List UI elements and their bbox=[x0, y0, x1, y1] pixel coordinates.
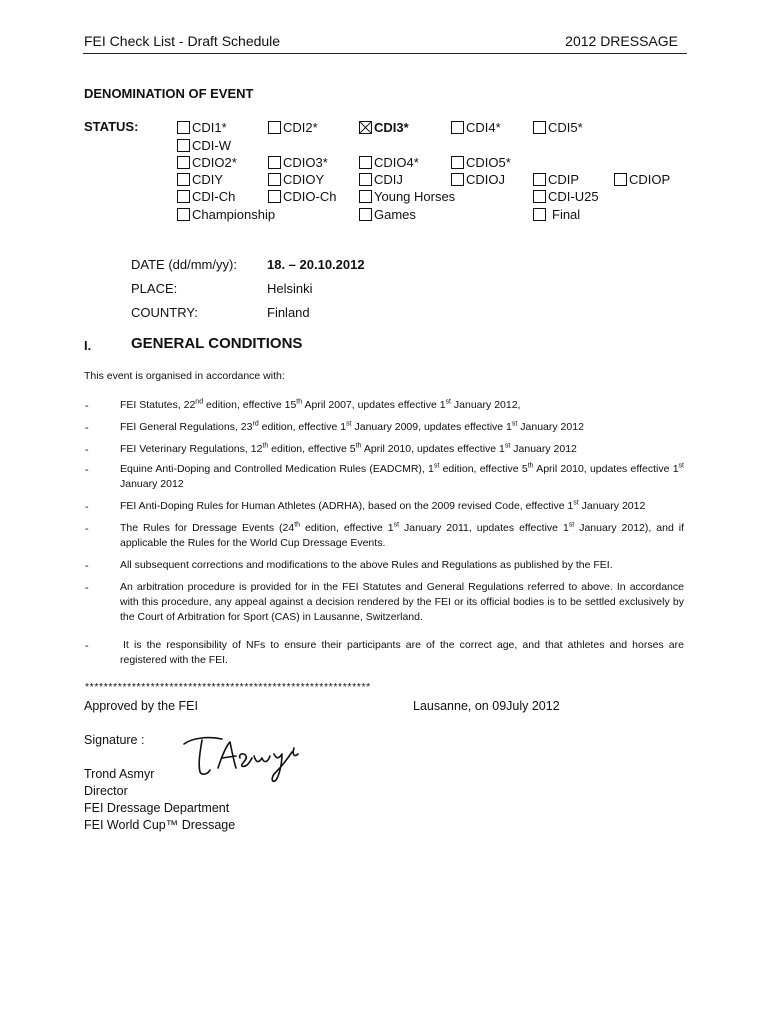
checkbox-cdich[interactable]: CDI-Ch bbox=[177, 188, 235, 204]
doc-header-year: 2012 DRESSAGE bbox=[565, 33, 678, 49]
country-value: Finland bbox=[267, 305, 310, 320]
asterisk-separator: ************************************************************* bbox=[85, 681, 371, 693]
checkbox-box[interactable] bbox=[268, 173, 281, 186]
checkbox-cdij[interactable]: CDIJ bbox=[359, 171, 403, 187]
checkbox-cdio5[interactable]: CDIO5* bbox=[451, 154, 511, 170]
checkbox-box[interactable] bbox=[614, 173, 627, 186]
checkbox-box[interactable] bbox=[177, 208, 190, 221]
checkbox-cdiw[interactable]: CDI-W bbox=[177, 137, 231, 153]
signatory-department: FEI Dressage Department bbox=[84, 801, 230, 815]
signature-label: Signature : bbox=[84, 733, 145, 747]
checkbox-box[interactable] bbox=[359, 208, 372, 221]
checkbox-box[interactable] bbox=[533, 173, 546, 186]
checkbox-box[interactable] bbox=[177, 190, 190, 203]
list-item: FEI Anti-Doping Rules for Human Athletes (ADRHA), based on the 2009 revised Code, effective 1st January 2012 bbox=[120, 499, 646, 512]
checkbox-cdiop[interactable]: CDIOP bbox=[614, 171, 670, 187]
checkbox-box[interactable] bbox=[359, 173, 372, 186]
checkbox-box[interactable] bbox=[177, 156, 190, 169]
section-number: I. bbox=[84, 338, 92, 353]
checkbox-cdiy[interactable]: CDIY bbox=[177, 171, 223, 187]
bullet-dash: - bbox=[85, 560, 89, 572]
bullet-dash: - bbox=[85, 582, 89, 594]
checkbox-games[interactable]: Games bbox=[359, 206, 416, 222]
list-item: All subsequent corrections and modifications to the above Rules and Regulations as published by the FEI. bbox=[120, 559, 613, 571]
checkbox-young-horses[interactable]: Young Horses bbox=[359, 188, 455, 204]
checkbox-cdioj[interactable]: CDIOJ bbox=[451, 171, 505, 187]
checkbox-box[interactable] bbox=[268, 156, 281, 169]
checkbox-cdi4[interactable]: CDI4* bbox=[451, 119, 501, 135]
intro-text: This event is organised in accordance with: bbox=[84, 370, 285, 382]
approved-by: Approved by the FEI bbox=[84, 699, 198, 713]
bullet-dash: - bbox=[85, 523, 89, 535]
checkbox-cdio3[interactable]: CDIO3* bbox=[268, 154, 328, 170]
checkbox-cdiu25[interactable]: CDI-U25 bbox=[533, 188, 599, 204]
header-rule bbox=[83, 53, 687, 54]
list-item: FEI Veterinary Regulations, 12th edition, effective 5th April 2010, updates effective 1st January 2012 bbox=[120, 442, 577, 455]
doc-header-title: FEI Check List - Draft Schedule bbox=[84, 33, 281, 49]
checkbox-cdi3[interactable]: CDI3* bbox=[359, 119, 409, 135]
checkbox-box[interactable] bbox=[268, 190, 281, 203]
bullet-dash: - bbox=[85, 400, 89, 412]
checkbox-box[interactable] bbox=[533, 121, 546, 134]
section-title: GENERAL CONDITIONS bbox=[131, 335, 303, 352]
signatory-name: Trond Asmyr bbox=[84, 767, 155, 781]
country-label: COUNTRY: bbox=[131, 305, 198, 320]
list-item: Equine Anti-Doping and Controlled Medication Rules (EADCMR), 1st edition, effective 5th April 2010, updates effective 1st January 2012 bbox=[120, 462, 684, 490]
checkbox-cdioy[interactable]: CDIOY bbox=[268, 171, 324, 187]
list-item: FEI Statutes, 22nd edition, effective 15th April 2007, updates effective 1st January 2012, bbox=[120, 398, 521, 411]
checked-box-icon[interactable] bbox=[359, 121, 372, 134]
checkbox-box[interactable] bbox=[533, 208, 546, 221]
approval-place-date: Lausanne, on 09July 2012 bbox=[413, 699, 560, 713]
checkbox-cdip[interactable]: CDIP bbox=[533, 171, 579, 187]
checkbox-box[interactable] bbox=[359, 156, 372, 169]
checkbox-box[interactable] bbox=[533, 190, 546, 203]
place-value: Helsinki bbox=[267, 281, 313, 296]
bullet-dash: - bbox=[85, 464, 89, 476]
date-label: DATE (dd/mm/yy): bbox=[131, 257, 237, 272]
checkbox-box[interactable] bbox=[177, 121, 190, 134]
list-item: FEI General Regulations, 23rd edition, effective 1st January 2009, updates effective 1st January 2012 bbox=[120, 420, 584, 433]
checkbox-cdio4[interactable]: CDIO4* bbox=[359, 154, 419, 170]
checkbox-box[interactable] bbox=[451, 156, 464, 169]
signature-image bbox=[178, 728, 308, 788]
checkbox-cdio2[interactable]: CDIO2* bbox=[177, 154, 237, 170]
checkbox-cdi5[interactable]: CDI5* bbox=[533, 119, 583, 135]
checkbox-box[interactable] bbox=[359, 190, 372, 203]
checkbox-cdioch[interactable]: CDIO-Ch bbox=[268, 188, 336, 204]
list-item: An arbitration procedure is provided for in the FEI Statutes and General Regulations referred to above. In accordance with this procedure, any appeal against a decision rendered by the FEI or its official bodies is to be settled exclusively by the Court of Arbitration for Sport (CAS) in Lausanne, Switzerland. bbox=[120, 581, 684, 623]
checkbox-final[interactable]: Final bbox=[533, 206, 580, 222]
checkbox-cdi1[interactable]: CDI1* bbox=[177, 119, 227, 135]
signatory-title: Director bbox=[84, 784, 128, 798]
bullet-dash: - bbox=[85, 501, 89, 513]
checkbox-box[interactable] bbox=[451, 121, 464, 134]
signatory-world-cup: FEI World Cup™ Dressage bbox=[84, 818, 236, 832]
date-value: 18. – 20.10.2012 bbox=[267, 257, 365, 272]
checkbox-box[interactable] bbox=[451, 173, 464, 186]
checkbox-box[interactable] bbox=[177, 139, 190, 152]
list-item: It is the responsibility of NFs to ensure their participants are of the correct age, and that athletes and horses are registered with the FEI. bbox=[120, 639, 684, 666]
checkbox-cdi2[interactable]: CDI2* bbox=[268, 119, 318, 135]
bullet-dash: - bbox=[85, 422, 89, 434]
bullet-dash: - bbox=[85, 444, 89, 456]
checkbox-championship[interactable]: Championship bbox=[177, 206, 275, 222]
checkbox-box[interactable] bbox=[177, 173, 190, 186]
checkbox-box[interactable] bbox=[268, 121, 281, 134]
place-label: PLACE: bbox=[131, 281, 178, 296]
list-item: The Rules for Dressage Events (24th edition, effective 1st January 2011, updates effective 1st January 2012), and if applicable the Rules for the World Cup Dressage Events. bbox=[120, 521, 684, 549]
denomination-heading: DENOMINATION OF EVENT bbox=[84, 86, 254, 101]
bullet-dash: - bbox=[85, 640, 89, 652]
status-label: STATUS: bbox=[84, 119, 139, 134]
